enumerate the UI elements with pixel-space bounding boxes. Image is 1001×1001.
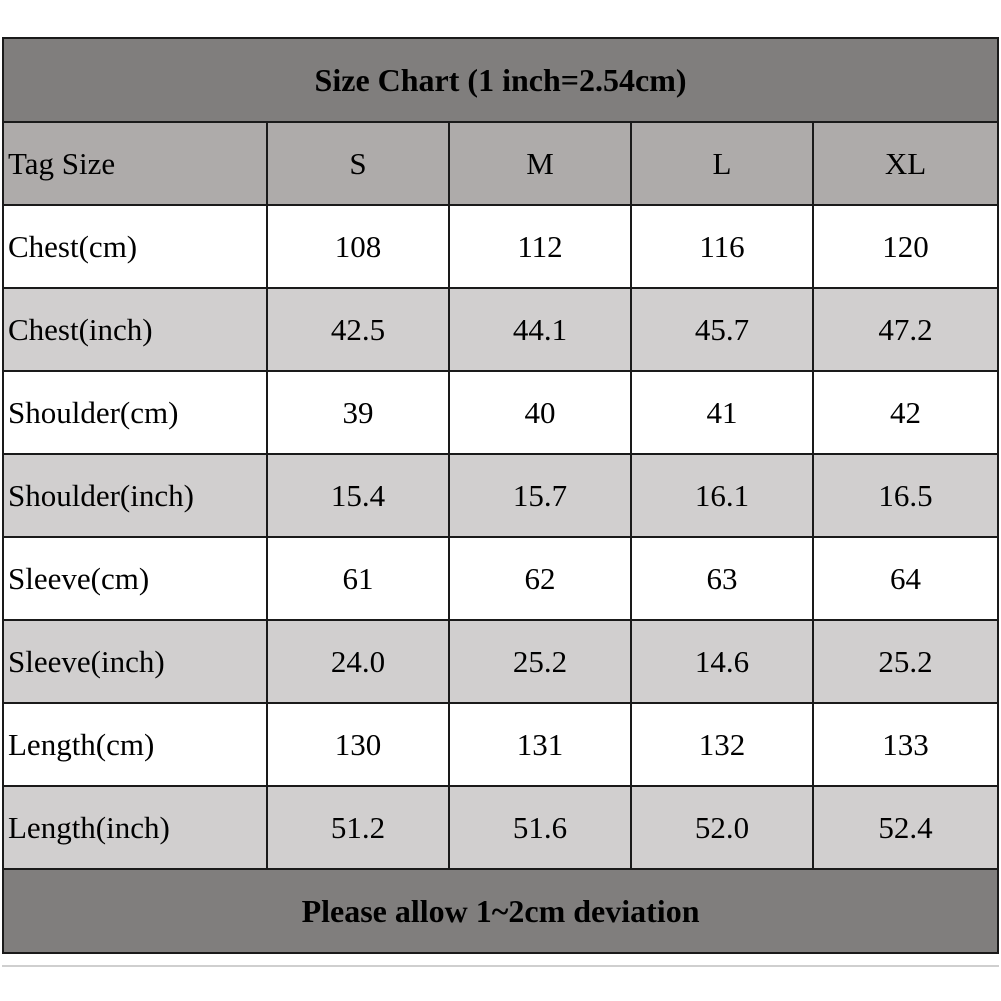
row-label: Length(cm)	[3, 703, 267, 786]
row-label: Sleeve(cm)	[3, 537, 267, 620]
table-row	[3, 620, 998, 703]
cell-value: 15.4	[267, 454, 449, 537]
cell-value: 131	[449, 703, 631, 786]
cell-value: 24.0	[267, 620, 449, 703]
cell-value: 51.2	[267, 786, 449, 869]
column-header-s: S	[267, 122, 449, 205]
chart-title: Size Chart (1 inch=2.54cm)	[3, 38, 998, 122]
cell-value: 63	[631, 537, 813, 620]
row-label: Sleeve(inch)	[3, 620, 267, 703]
cell-value: 64	[813, 537, 998, 620]
cell-value: 40	[449, 371, 631, 454]
table-row	[3, 703, 998, 786]
cell-value: 52.4	[813, 786, 998, 869]
footer-row	[3, 869, 998, 953]
table-row	[3, 537, 998, 620]
cell-value: 52.0	[631, 786, 813, 869]
cell-value: 133	[813, 703, 998, 786]
bottom-divider	[2, 965, 999, 967]
cell-value: 25.2	[813, 620, 998, 703]
header-row	[3, 122, 998, 205]
cell-value: 62	[449, 537, 631, 620]
cell-value: 16.5	[813, 454, 998, 537]
table-row	[3, 786, 998, 869]
cell-value: 44.1	[449, 288, 631, 371]
row-label: Length(inch)	[3, 786, 267, 869]
row-label: Chest(cm)	[3, 205, 267, 288]
cell-value: 47.2	[813, 288, 998, 371]
column-header-m: M	[449, 122, 631, 205]
cell-value: 116	[631, 205, 813, 288]
cell-value: 39	[267, 371, 449, 454]
cell-value: 132	[631, 703, 813, 786]
column-header-l: L	[631, 122, 813, 205]
table-row	[3, 454, 998, 537]
cell-value: 61	[267, 537, 449, 620]
row-label: Shoulder(cm)	[3, 371, 267, 454]
cell-value: 51.6	[449, 786, 631, 869]
table-row	[3, 205, 998, 288]
size-chart-table	[2, 37, 999, 954]
table-row	[3, 288, 998, 371]
cell-value: 120	[813, 205, 998, 288]
cell-value: 45.7	[631, 288, 813, 371]
row-label: Chest(inch)	[3, 288, 267, 371]
cell-value: 108	[267, 205, 449, 288]
cell-value: 41	[631, 371, 813, 454]
cell-value: 16.1	[631, 454, 813, 537]
title-row	[3, 38, 998, 122]
cell-value: 130	[267, 703, 449, 786]
column-header-tag-size: Tag Size	[3, 122, 267, 205]
cell-value: 14.6	[631, 620, 813, 703]
cell-value: 42	[813, 371, 998, 454]
column-header-xl: XL	[813, 122, 998, 205]
row-label: Shoulder(inch)	[3, 454, 267, 537]
cell-value: 42.5	[267, 288, 449, 371]
cell-value: 112	[449, 205, 631, 288]
deviation-note: Please allow 1~2cm deviation	[3, 869, 998, 953]
table-row	[3, 371, 998, 454]
cell-value: 15.7	[449, 454, 631, 537]
cell-value: 25.2	[449, 620, 631, 703]
